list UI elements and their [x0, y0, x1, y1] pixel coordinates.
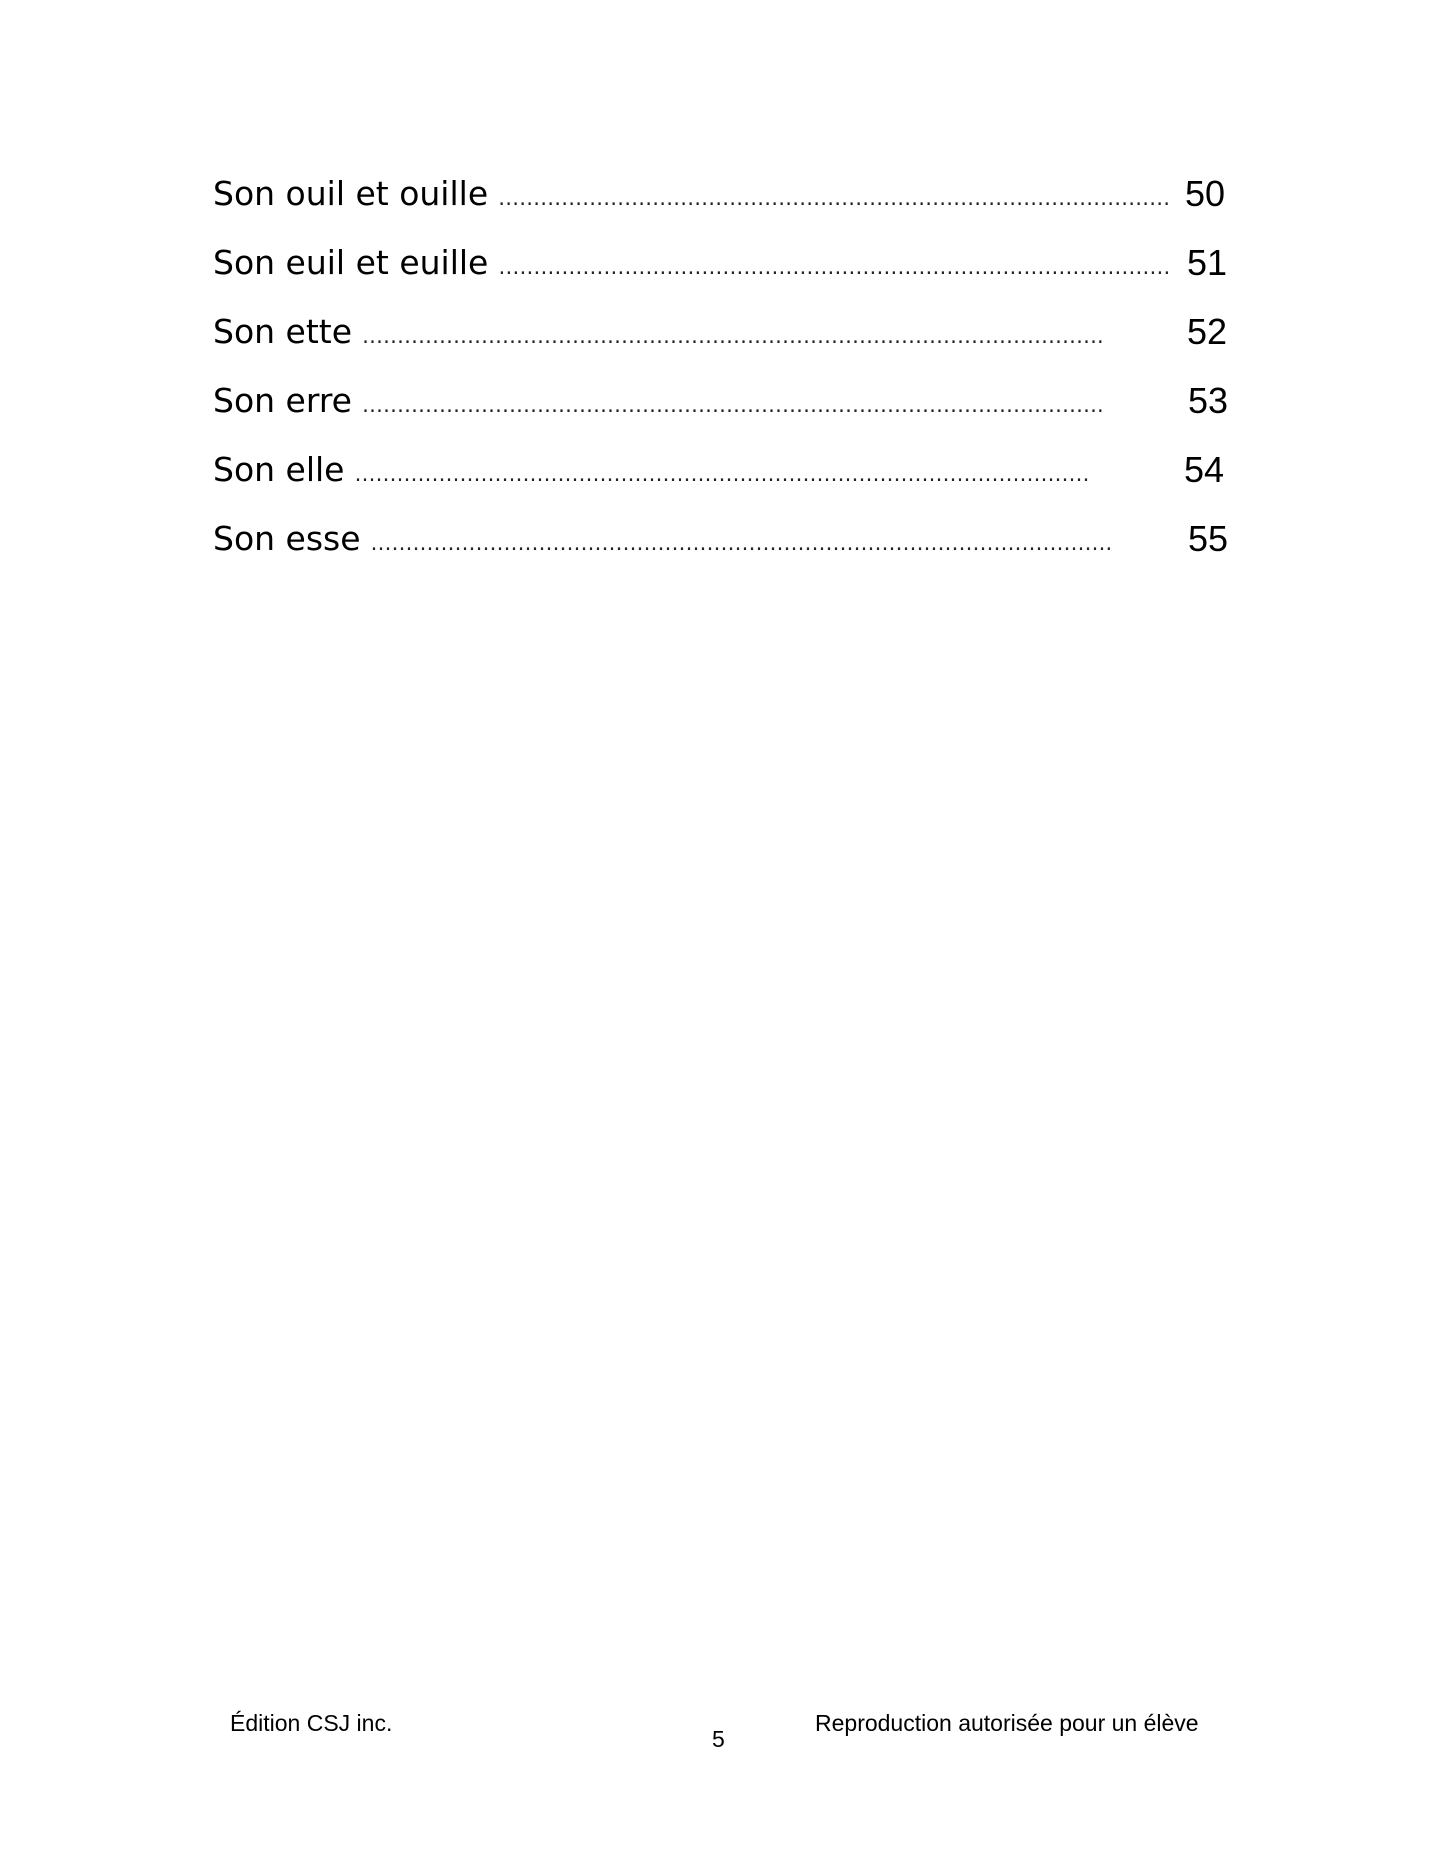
footer-publisher: Édition CSJ inc. — [230, 1710, 393, 1736]
toc-dot-leader: …………………………………………………………………………………… — [498, 255, 1171, 279]
toc-entry-label: Son elle — [213, 450, 345, 489]
table-of-contents — [0, 0, 1445, 600]
toc-entry — [213, 442, 1169, 498]
toc-dot-leader: ……………………………………………………………………………………………. — [362, 324, 1104, 348]
toc-page-number: 54 — [1184, 449, 1225, 490]
toc-dot-leader: …………………………………………………………………………………………… — [354, 462, 1090, 486]
toc-entry — [213, 511, 1184, 567]
toc-entry — [213, 166, 1188, 222]
toc-entry-label: Son esse — [213, 519, 361, 558]
toc-entry-label: Son ette — [213, 312, 353, 351]
toc-entry-label: Son euil et euille — [213, 243, 489, 282]
footer-reproduction-notice: Reproduction autorisée pour un élève — [815, 1710, 1199, 1736]
toc-page-number: 53 — [1188, 380, 1229, 421]
toc-entry-label: Son ouil et ouille — [213, 174, 489, 213]
toc-page-number: 51 — [1187, 242, 1228, 283]
toc-dot-leader: …………………………………………………………………………………… — [498, 186, 1171, 210]
toc-dot-leader: ……………………………………………………………………………………………. — [370, 531, 1113, 555]
toc-entry — [213, 235, 1188, 291]
toc-page-number: 50 — [1185, 173, 1226, 214]
toc-entry — [213, 304, 1175, 360]
toc-entry — [213, 373, 1175, 429]
toc-page-number: 55 — [1188, 518, 1229, 559]
footer-page-number: 5 — [712, 1726, 725, 1752]
toc-dot-leader: ……………………………………………………………………………………………. — [361, 393, 1104, 417]
toc-page-number: 52 — [1187, 311, 1228, 352]
toc-entry-label: Son erre — [213, 381, 352, 420]
